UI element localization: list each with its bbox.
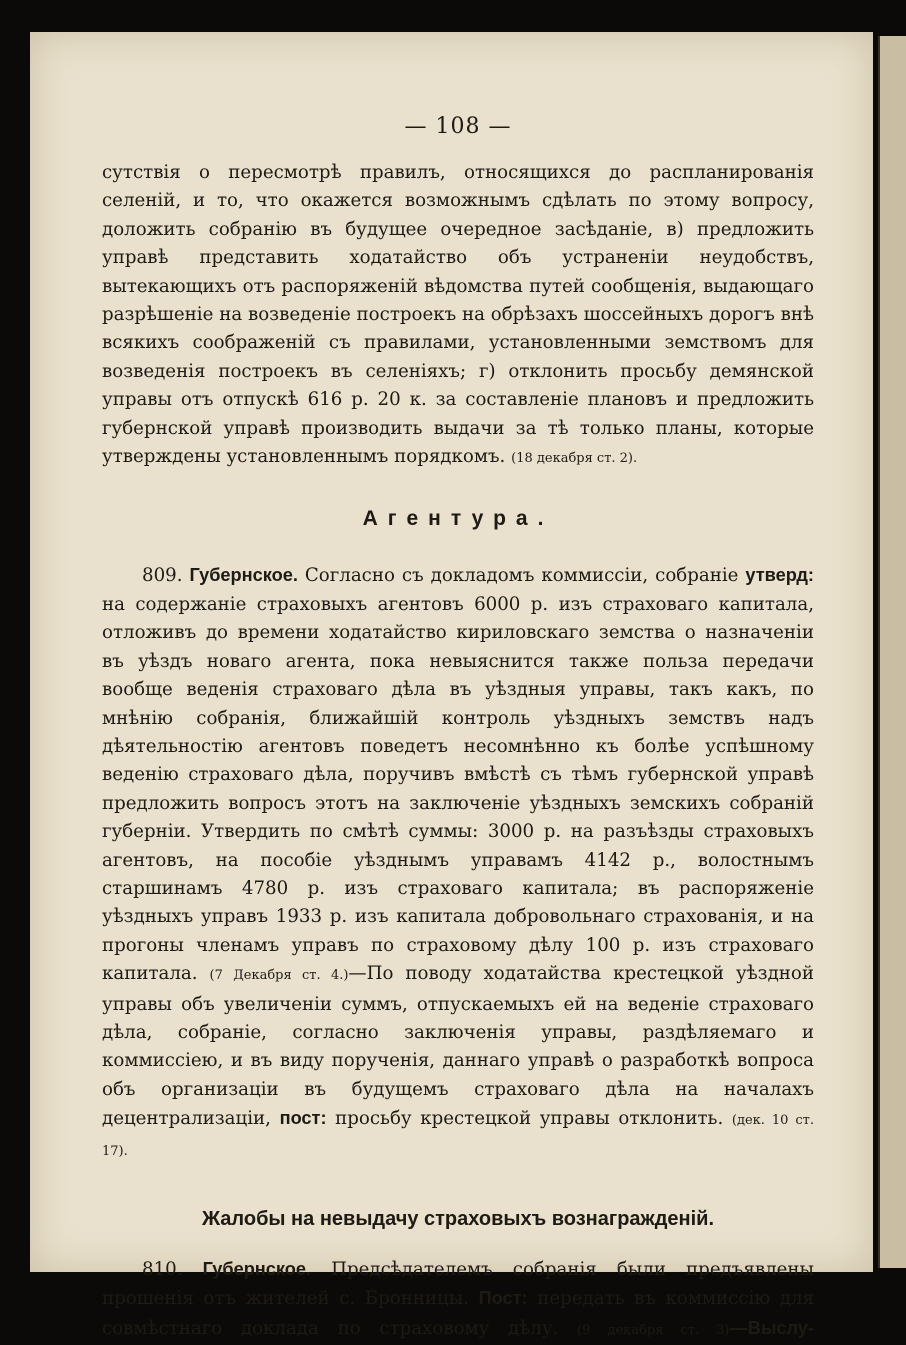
- paragraph-text: Предсѣдателемъ собранія были предъявлены прошенія отъ жителей с. Бронницы.: [102, 1259, 814, 1310]
- paragraph-809: [102, 561, 814, 1166]
- date-reference: (9 декабря ст. 3): [577, 1322, 730, 1338]
- book-page: [30, 32, 873, 1339]
- paragraph-text: на содержаніе страховыхъ агентовъ 6000 р. изъ страховаго капитала, отложивъ до времени ходатайство кириловскаго земства о назначеніи въ уѣздъ новаго агента, пока невыяснится также польза передачи вообще веденія страховаго дѣла въ уѣздныя управы, такъ какъ, по мнѣнію собранія, ближайшій контроль уѣздныхъ земствъ надъ дѣятельностію агентовъ поведетъ несомнѣнно къ болѣе успѣшному веденію страховаго дѣла, поручивъ вмѣстѣ съ тѣмъ губернской управѣ предложить вопросъ этотъ на заключеніе уѣздныхъ земскихъ собраній губерніи. Утвердить по смѣтѣ суммы: 3000 р. на разъѣзды страховыхъ агентовъ, на пособіе уѣзднымъ управамъ 4142 р., волостнымъ старшинамъ 4780 р. изъ страховаго капитала; въ распоряженіе уѣздныхъ управъ 1933 р. изъ капитала добровольнаго страхованія, и на прогоны членамъ управъ по страховому дѣлу 100 р. изъ страховаго капитала.: [102, 593, 814, 985]
- entry-subject: Губернское.: [189, 565, 298, 586]
- date-reference: (18 декабря ст. 2).: [511, 451, 638, 467]
- entry-number: 810.: [142, 1259, 183, 1280]
- paragraph-text: просьбу крестецкой управы отклонить.: [335, 1108, 724, 1130]
- section-heading-agentura: Агентура.: [362, 507, 554, 531]
- paragraph-continued: [102, 159, 814, 473]
- date-reference: (7 Декабря ст. 4.): [209, 968, 349, 984]
- section-heading-complaints: Жалобы на невыдачу страховыхъ вознагражденій.: [201, 1208, 715, 1230]
- date-reference: (дек. 10 ст. 17).: [102, 1113, 814, 1159]
- entry-subject: Губернское.: [202, 1259, 312, 1279]
- page-content: [102, 80, 814, 1345]
- resolution-verb: Пост:: [478, 1288, 528, 1309]
- paragraph-text: —Выслу-: [729, 1317, 814, 1338]
- paragraph-text: сутствія о пересмотрѣ правилъ, относящихся до распланированія селеній, и то, что окажется возможнымъ сдѣлать по этому вопросу, доложить собранію въ будущее очередное засѣданіе, в) предложить управѣ представить ходатайство объ устраненіи неудобствъ, вытекающихъ отъ распоряженій вѣдомства путей сообщенія, выдающаго разрѣшеніе на возведеніе построекъ на обрѣзахъ шоссейныхъ дорогъ внѣ всякихъ соображеній съ правилами, установленными земствомъ для возведенія построекъ въ селеніяхъ; г) отклонить просьбу демянской управы отъ отпускѣ 616 р. 20 к. за составленіе плановъ и предложить губернской управѣ производить выдачи за тѣ только планы, которые утверждены установленнымъ порядкомъ.: [102, 162, 814, 468]
- paragraph-810: [102, 1255, 814, 1345]
- adjacent-page-edge: [878, 36, 906, 1268]
- paragraph-text: Согласно съ докладомъ коммиссіи, собраніе: [304, 565, 739, 587]
- resolution-verb: утверд:: [745, 565, 814, 586]
- page-number: — 108 —: [404, 114, 512, 139]
- paragraph-text: передать въ коммиссію для совмѣстнаго доклада по страховому дѣлу.: [102, 1288, 814, 1339]
- paragraph-text: —По поводу ходатайства крестецкой уѣздной управы объ увеличеніи суммъ, отпускаемыхъ ей на веденіе страховаго дѣла, собраніе, согласно заключенія управы, раздѣляемаго и коммиссіею, и въ виду порученія, даннаго управѣ о разработкѣ вопроса объ организаціи въ будущемъ страховаго дѣла на началахъ децентрализаціи,: [102, 963, 814, 1130]
- entry-number: 809.: [142, 565, 183, 587]
- resolution-verb: пост:: [279, 1108, 327, 1129]
